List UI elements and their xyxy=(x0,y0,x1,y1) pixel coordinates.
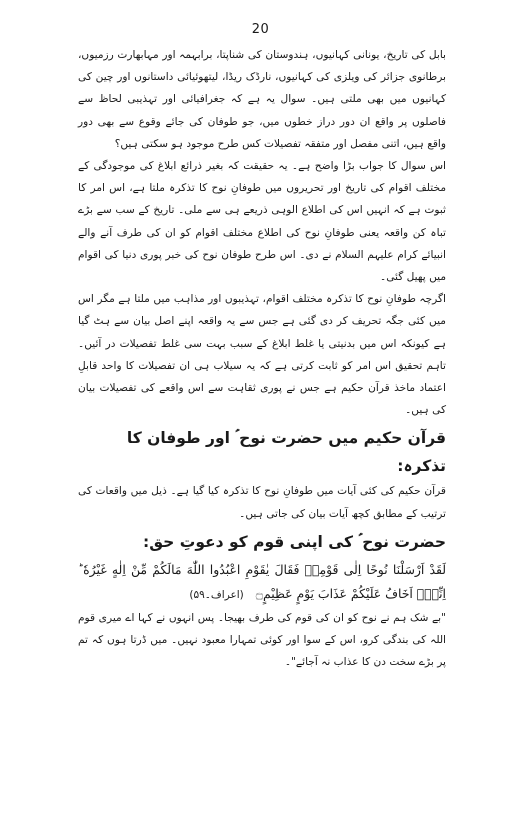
paragraph-verses-intro: قرآن حکیم کی کئی آیات میں طوفانِ نوح کا تذکرہ کیا گیا ہے۔ ذیل میں واقعات کی ترتیب کے مطابق کچھ آیات بیان کی جاتی ہیں۔ xyxy=(78,485,446,520)
paragraph-distortion: اگرچہ طوفانِ نوح کا تذکرہ مختلف اقوام، تہذیبوں اور مذاہب میں ملتا ہے مگر اس میں کئی جگہ تحریف کر دی گئی ہے جس سے یہ واقعہ اپنے اصل بیان سے ہٹ گیا ہے کیونکہ اس میں بدنیتی یا غلط ابلاغ کے سبب بہت سی غلط تفصیلات در آئیں۔ تاہم تحقیق اس امر کو ثابت کرتی ہے کہ یہ سیلاب ہی ان تفصیلات کا واحد قابلِ اعتماد ماخذ قرآن حکیم ہے جس نے پوری ثقاہت سے اس واقعے کی تفصیلات بیان کی ہیں۔ xyxy=(78,293,446,417)
page-number: 20 xyxy=(251,22,270,37)
paragraph-answer: اس سوال کا جواب بڑا واضح ہے۔ یہ حقیقت کہ بغیر ذرائع ابلاغ کی موجودگی کے مختلف اقوام کی تاریخ اور تحریروں میں طوفانِ نوح کا تذکرہ ملتا ہے، اس امر کا ثبوت ہے کہ انہیں اس کی اطلاع الوہی ذریعے ہی سے ملی۔ تاریخ کے سب سے بڑے تباہ کن واقعہ یعنی طوفانِ نوح کی اطلاع مختلف اقوام کو ان کی طرف آنے والے انبیائے کرام علیہم السلام نے دی۔ اس طرح طوفان نوح کی خبر پوری دنیا کی اقوام میں پھیل گئی۔ xyxy=(78,160,446,284)
page-content xyxy=(78,44,446,673)
verse-reference: (اعراف۔۵۹) xyxy=(189,588,244,601)
section-heading-quran-noah-flood: قرآن حکیم میں حضرت نوح ؑ اور طوفان کا تذکرہ: xyxy=(126,429,446,476)
quran-verse xyxy=(78,558,446,607)
quran-verse-arabic: لَقَدْ اَرْسَلْنَا نُوحًا اِلٰی قَوْمِهٖ فَقَالَ یٰقَوْمِ اعْبُدُوا اللّٰهَ مَالَكُمْ مِّنْ اِلٰهٍ غَیْرُهٗ ؕ اِنِّیْۤ اَخَافُ عَلَیْكُمْ عَذَابَ یَوْمٍ عَظِیْمٍ۝ xyxy=(78,561,446,601)
paragraph-intro: بابل کی تاریخ، یونانی کہانیوں، ہندوستان کی شناپتا، برابہمہ اور مہابھارت رزمیوں، برطانوی جزائر کی ویلزی کی کہانیوں، نارڈک ریڈا، لیتھوئیائی داستانوں اور چین کی کہانیوں میں بھی ملتی ہیں۔ سوال یہ ہے کہ جغرافیائی اور تہذیبی لحاظ سے فاصلوں پر واقع ان دور دراز خطوں میں، جو طوفان کی جائے وقوع سے بھی دور واقع ہیں، اتنی مفصل اور متفقہ تفصیلات کس طرح موجود ہو سکتی ہیں؟ xyxy=(78,49,446,150)
verse-translation: "بے شک ہم نے نوح کو ان کی قوم کی طرف بھیجا۔ پس انہوں نے کہا اے میری قوم اللہ کی بندگی کرو، اس کے سوا اور کوئی تمہارا معبود نہیں۔ میں ڈرتا ہوں کہ تم پر بڑے سخت دن کا عذاب نہ آجائے"۔ xyxy=(78,611,446,669)
subheading-noah-call-to-people: حضرت نوح ؑ کی اپنی قوم کو دعوتِ حق: xyxy=(143,532,446,551)
